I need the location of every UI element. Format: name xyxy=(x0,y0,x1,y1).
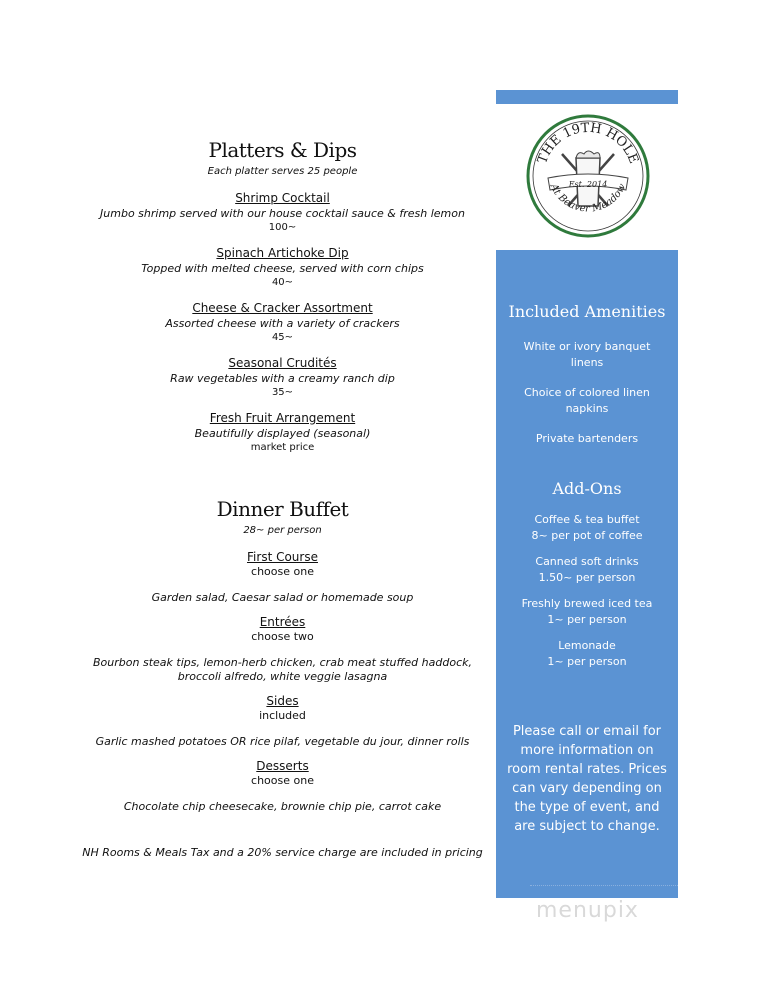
course-note: choose one xyxy=(251,565,314,578)
logo-bottom-text: At Beaver Meadow xyxy=(547,182,629,215)
item-name: Cheese & Cracker Assortment xyxy=(192,301,373,315)
item-price: 40~ xyxy=(271,277,294,288)
item-desc: Assorted cheese with a variety of crackers xyxy=(165,317,400,330)
item-desc: Jumbo shrimp served with our house cocktail sauce & fresh lemon xyxy=(100,207,465,220)
menu-item xyxy=(60,301,505,345)
buffet-course xyxy=(60,694,505,749)
menu-item xyxy=(60,356,505,400)
buffet-title: Dinner Buffet xyxy=(216,497,349,521)
buffet-course xyxy=(60,759,505,814)
course-desc: Chocolate chip cheesecake, brownie chip pie, carrot cake xyxy=(123,800,442,813)
addon-price: 1~ per person xyxy=(547,613,627,626)
item-name: Spinach Artichoke Dip xyxy=(216,246,349,260)
course-note: included xyxy=(259,709,306,722)
contact-note: Please call or email for more information on room rental rates. Prices can vary depending on the type of event, and are subject to change. xyxy=(507,724,667,834)
addon-name: Lemonade xyxy=(558,639,616,652)
addon-item xyxy=(510,596,664,628)
addon-item xyxy=(510,512,664,544)
menu-item xyxy=(60,246,505,290)
logo-est-text: Est. 2014 xyxy=(568,180,608,189)
course-note: choose one xyxy=(251,774,314,787)
amenity-item: White or ivory banquet linens xyxy=(523,340,651,369)
top-accent-bar xyxy=(496,90,678,104)
addon-name: Freshly brewed iced tea xyxy=(521,597,653,610)
addon-price: 8~ per pot of coffee xyxy=(531,529,643,542)
amenity-item: Private bartenders xyxy=(535,432,639,445)
item-price: 45~ xyxy=(271,332,294,343)
menu-item xyxy=(60,191,505,235)
item-name: Fresh Fruit Arrangement xyxy=(209,411,356,425)
item-name: Shrimp Cocktail xyxy=(235,191,330,205)
amenity-item: Choice of colored linen napkins xyxy=(524,386,650,415)
course-desc: Garlic mashed potatoes OR rice pilaf, vegetable du jour, dinner rolls xyxy=(95,735,470,748)
addon-price: 1~ per person xyxy=(547,655,627,668)
course-desc: Bourbon steak tips, lemon-herb chicken, crab meat stuffed haddock, broccoli alfredo, white veggie lasagna xyxy=(93,656,472,683)
menupix-watermark: menupix xyxy=(536,898,639,923)
item-price: market price xyxy=(250,442,315,453)
item-price: 35~ xyxy=(271,387,294,398)
menu-left-column xyxy=(60,130,505,859)
buffet-course xyxy=(60,615,505,684)
info-panel xyxy=(496,250,678,898)
addon-price: 1.50~ per person xyxy=(538,571,636,584)
tax-note: NH Rooms & Meals Tax and a 20% service charge are included in pricing xyxy=(82,846,483,859)
item-name: Seasonal Crudités xyxy=(228,356,337,370)
course-title: First Course xyxy=(247,550,318,564)
menu-item xyxy=(60,411,505,455)
course-desc: Garden salad, Caesar salad or homemade soup xyxy=(151,591,414,604)
course-title: Desserts xyxy=(256,759,309,773)
course-title: Sides xyxy=(266,694,299,708)
addons-title: Add-Ons xyxy=(552,479,622,498)
item-desc: Beautifully displayed (seasonal) xyxy=(194,427,371,440)
logo-top-text: THE 19TH HOLE xyxy=(535,120,641,166)
platters-subtitle: Each platter serves 25 people xyxy=(207,166,358,177)
addon-item xyxy=(510,554,664,586)
the-19th-hole-logo xyxy=(526,114,650,238)
amenities-title: Included Amenities xyxy=(508,302,666,321)
platters-title: Platters & Dips xyxy=(208,138,357,162)
item-price: 100~ xyxy=(268,222,297,233)
course-note: choose two xyxy=(251,630,314,643)
addon-name: Canned soft drinks xyxy=(535,555,639,568)
course-title: Entrées xyxy=(259,615,306,629)
buffet-course xyxy=(60,550,505,605)
addon-name: Coffee & tea buffet xyxy=(534,513,640,526)
addon-item xyxy=(510,638,664,670)
item-desc: Raw vegetables with a creamy ranch dip xyxy=(170,372,395,385)
item-desc: Topped with melted cheese, served with corn chips xyxy=(141,262,424,275)
dotted-divider xyxy=(530,885,678,886)
buffet-subtitle: 28~ per person xyxy=(243,525,322,536)
